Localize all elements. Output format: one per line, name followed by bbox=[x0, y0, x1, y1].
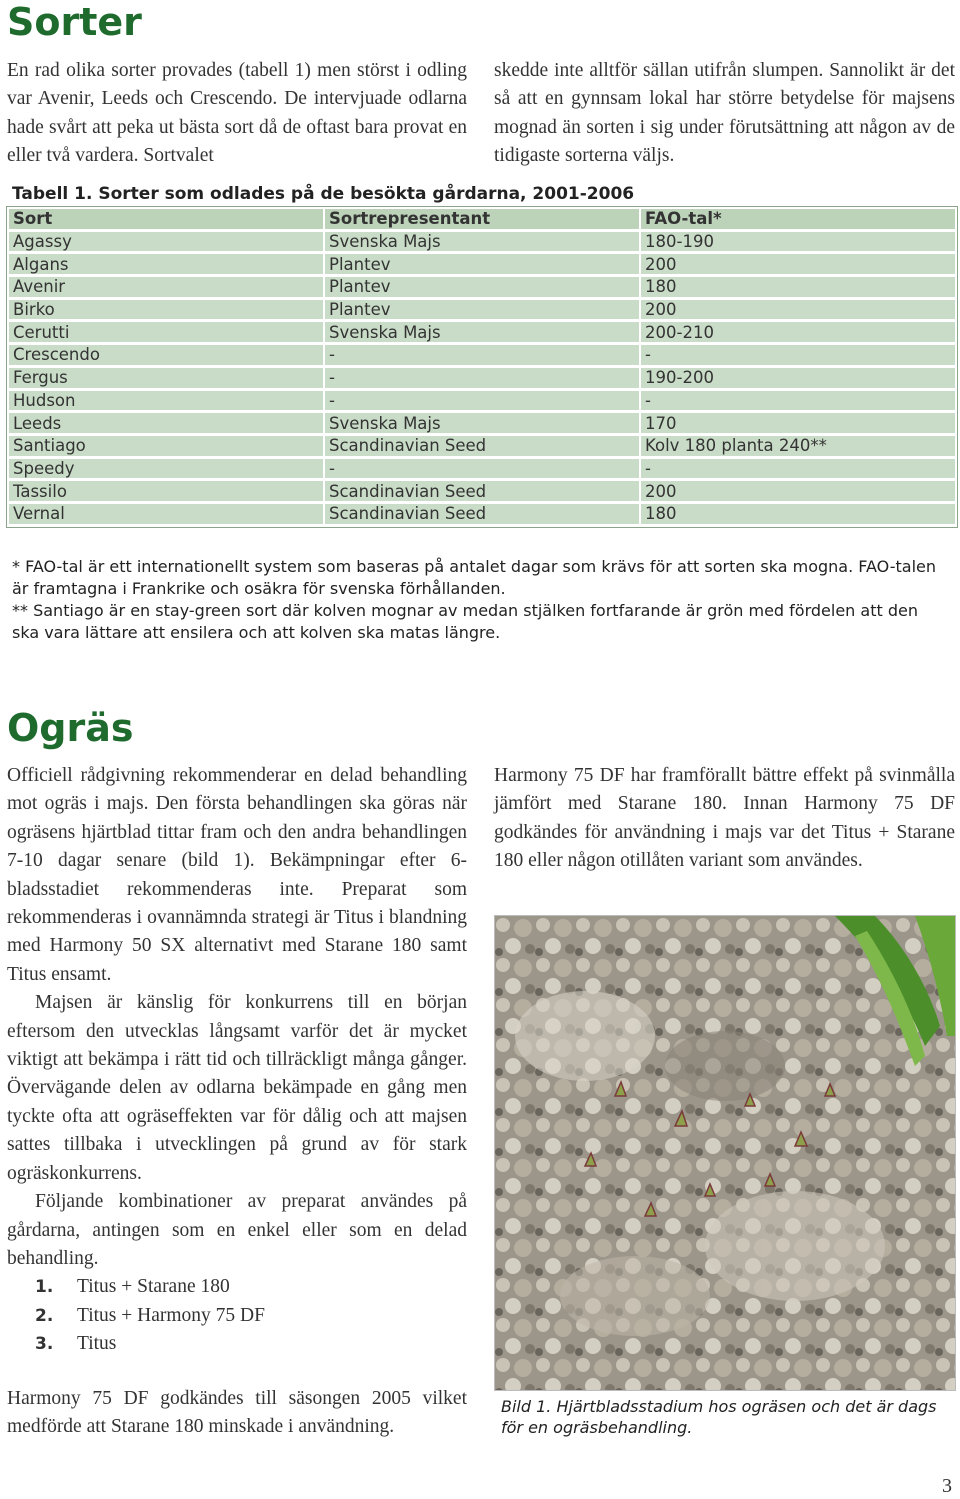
page-number: 3 bbox=[942, 1475, 952, 1497]
table-header-cell: Sortrepresentant bbox=[324, 208, 640, 230]
table-cell: Fergus bbox=[8, 366, 324, 389]
ograes-paragraph-right: Harmony 75 DF har framförallt bättre effekt på svinmålla jämfört med Starane 180. Innan Harmony 75 DF godkändes för användning i majs var det Titus + Starane 180 eller någon otillåten variant som användes. bbox=[494, 765, 955, 872]
sorter-paragraph-1: En rad olika sorter provades (tabell 1) men störst i odling var Avenir, Leeds och Crescendo. De intervjuade odlarna hade svårt att peka ut bästa sort då de oftast bara provat en eller två vardera. Sortvalet bbox=[7, 60, 467, 167]
table-cell: 180 bbox=[640, 502, 956, 525]
table-row bbox=[8, 276, 956, 299]
table-row bbox=[8, 321, 956, 344]
list-number: 2. bbox=[35, 1305, 54, 1326]
table-row bbox=[8, 366, 956, 389]
ograes-paragraph-1: Officiell rådgivning rekommenderar en delad behandling mot ogräs i majs. Den första behandlingen ska göras när ogräsens hjärtblad tittar fram och den andra behandlingen 7-10 dagar senare (bild 1). Bekämpningar efter 6-bladsstadiet rekommenderas inte. Preparat som rekommenderas i ovannämnda strategi är Titus i blandning med Harmony 50 SX alternativt med Starane 180 samt Titus ensamt. bbox=[7, 765, 467, 985]
table-cell: Plantev bbox=[324, 298, 640, 321]
footnote-fao: * FAO-tal är ett internationellt system som baseras på antalet dagar som krävs för att sorten ska mogna. FAO-talen är framtagna i Frankrike och osäkra för svenska förhållanden. bbox=[12, 557, 936, 598]
list-number: 1. bbox=[35, 1277, 54, 1298]
table-cell: Santiago bbox=[8, 434, 324, 457]
table-cell: Leeds bbox=[8, 412, 324, 435]
table-cell: Birko bbox=[8, 298, 324, 321]
table-row bbox=[8, 344, 956, 367]
table-cell: Plantev bbox=[324, 253, 640, 276]
table-cell: Crescendo bbox=[8, 344, 324, 367]
ograes-paragraph-2: Majsen är känslig för konkurrens till en början eftersom den utvecklas långsamt varför det är mycket viktigt att bekämpa i rätt tid och tillräckligt många gånger. Övervägande delen av odlarna bekämpade en gång men tyckte ofta att ogräseffekten var för dålig och att majsen sattes tillbaka i utvecklingen på grund av för stark ogräskonkurrens. bbox=[7, 992, 467, 1184]
table-cell: Svenska Majs bbox=[324, 230, 640, 253]
section-heading-ograes: Ogräs bbox=[7, 706, 134, 750]
table-cell: 190-200 bbox=[640, 366, 956, 389]
table-cell: Avenir bbox=[8, 276, 324, 299]
table-cell: Scandinavian Seed bbox=[324, 434, 640, 457]
ograes-text-col2 bbox=[494, 762, 955, 876]
table-cell: 200 bbox=[640, 480, 956, 503]
list-number: 3. bbox=[35, 1334, 54, 1355]
table-caption: Tabell 1. Sorter som odlades på de besökta gårdarna, 2001-2006 bbox=[12, 184, 635, 204]
table-cell: 200 bbox=[640, 298, 956, 321]
table-row bbox=[8, 253, 956, 276]
table-cell: Svenska Majs bbox=[324, 321, 640, 344]
table-cell: - bbox=[640, 457, 956, 480]
table-cell: - bbox=[640, 389, 956, 412]
table-row bbox=[8, 412, 956, 435]
list-text: Titus + Harmony 75 DF bbox=[77, 1304, 265, 1326]
variety-table bbox=[7, 207, 957, 527]
table-row bbox=[8, 298, 956, 321]
table-footnotes bbox=[12, 556, 947, 644]
sorter-text-col2 bbox=[494, 57, 955, 171]
sorter-text-col1 bbox=[7, 57, 467, 171]
table-cell: Hudson bbox=[8, 389, 324, 412]
table-cell: 200-210 bbox=[640, 321, 956, 344]
table-row bbox=[8, 480, 956, 503]
list-item bbox=[7, 1273, 467, 1301]
table-row bbox=[8, 502, 956, 525]
list-text: Titus bbox=[77, 1333, 117, 1355]
table-cell: 200 bbox=[640, 253, 956, 276]
figure-caption: Bild 1. Hjärtbladsstadium hos ogräsen och det är dags för en ogräsbehandling. bbox=[501, 1397, 937, 1437]
table-header-cell: FAO-tal* bbox=[640, 208, 956, 230]
table-cell: Kolv 180 planta 240** bbox=[640, 434, 956, 457]
table-cell: Speedy bbox=[8, 457, 324, 480]
table-row bbox=[8, 457, 956, 480]
table-cell: Algans bbox=[8, 253, 324, 276]
table-row bbox=[8, 389, 956, 412]
table-cell: Agassy bbox=[8, 230, 324, 253]
list-text: Titus + Starane 180 bbox=[77, 1276, 230, 1298]
table-row bbox=[8, 230, 956, 253]
list-item bbox=[7, 1302, 467, 1330]
table-cell: 180-190 bbox=[640, 230, 956, 253]
table-cell: - bbox=[324, 366, 640, 389]
table-cell: Vernal bbox=[8, 502, 324, 525]
weed-seedling-photo bbox=[494, 915, 956, 1391]
table-cell: Cerutti bbox=[8, 321, 324, 344]
ograes-text-col1 bbox=[7, 762, 467, 1359]
table-cell: Scandinavian Seed bbox=[324, 480, 640, 503]
ograes-paragraph-4: Harmony 75 DF godkändes till säsongen 2005 vilket medförde att Starane 180 minskade i användning. bbox=[7, 1388, 467, 1438]
table-cell: - bbox=[324, 344, 640, 367]
sorter-paragraph-2: skedde inte alltför sällan utifrån slumpen. Sannolikt är det så att en gynnsam lokal har större betydelse för majsens mognad än sorten i sig under förutsättning att någon av de tidigaste sorterna väljs. bbox=[494, 60, 955, 167]
footnote-santiago: ** Santiago är en stay-green sort där kolven mognar av medan stjälken fortfarande är grön med fördelen att den ska vara lättare att ensilera och att kolven ska matas längre. bbox=[12, 601, 918, 642]
table-cell: - bbox=[324, 457, 640, 480]
list-item bbox=[7, 1330, 467, 1358]
table-cell: Plantev bbox=[324, 276, 640, 299]
ograes-paragraph-3: Följande kombinationer av preparat användes på gårdarna, antingen som en enkel eller som en delad behandling. bbox=[7, 1191, 467, 1269]
table-header-row bbox=[8, 208, 956, 230]
table-cell: 170 bbox=[640, 412, 956, 435]
table-header-cell: Sort bbox=[8, 208, 324, 230]
table-cell: - bbox=[640, 344, 956, 367]
table-cell: Svenska Majs bbox=[324, 412, 640, 435]
table-cell: Tassilo bbox=[8, 480, 324, 503]
table-cell: 180 bbox=[640, 276, 956, 299]
table-row bbox=[8, 434, 956, 457]
treatment-list bbox=[7, 1273, 467, 1358]
table-cell: Scandinavian Seed bbox=[324, 502, 640, 525]
table-cell: - bbox=[324, 389, 640, 412]
section-heading-sorter: Sorter bbox=[7, 0, 142, 44]
ograes-text-col1-end bbox=[7, 1385, 467, 1442]
